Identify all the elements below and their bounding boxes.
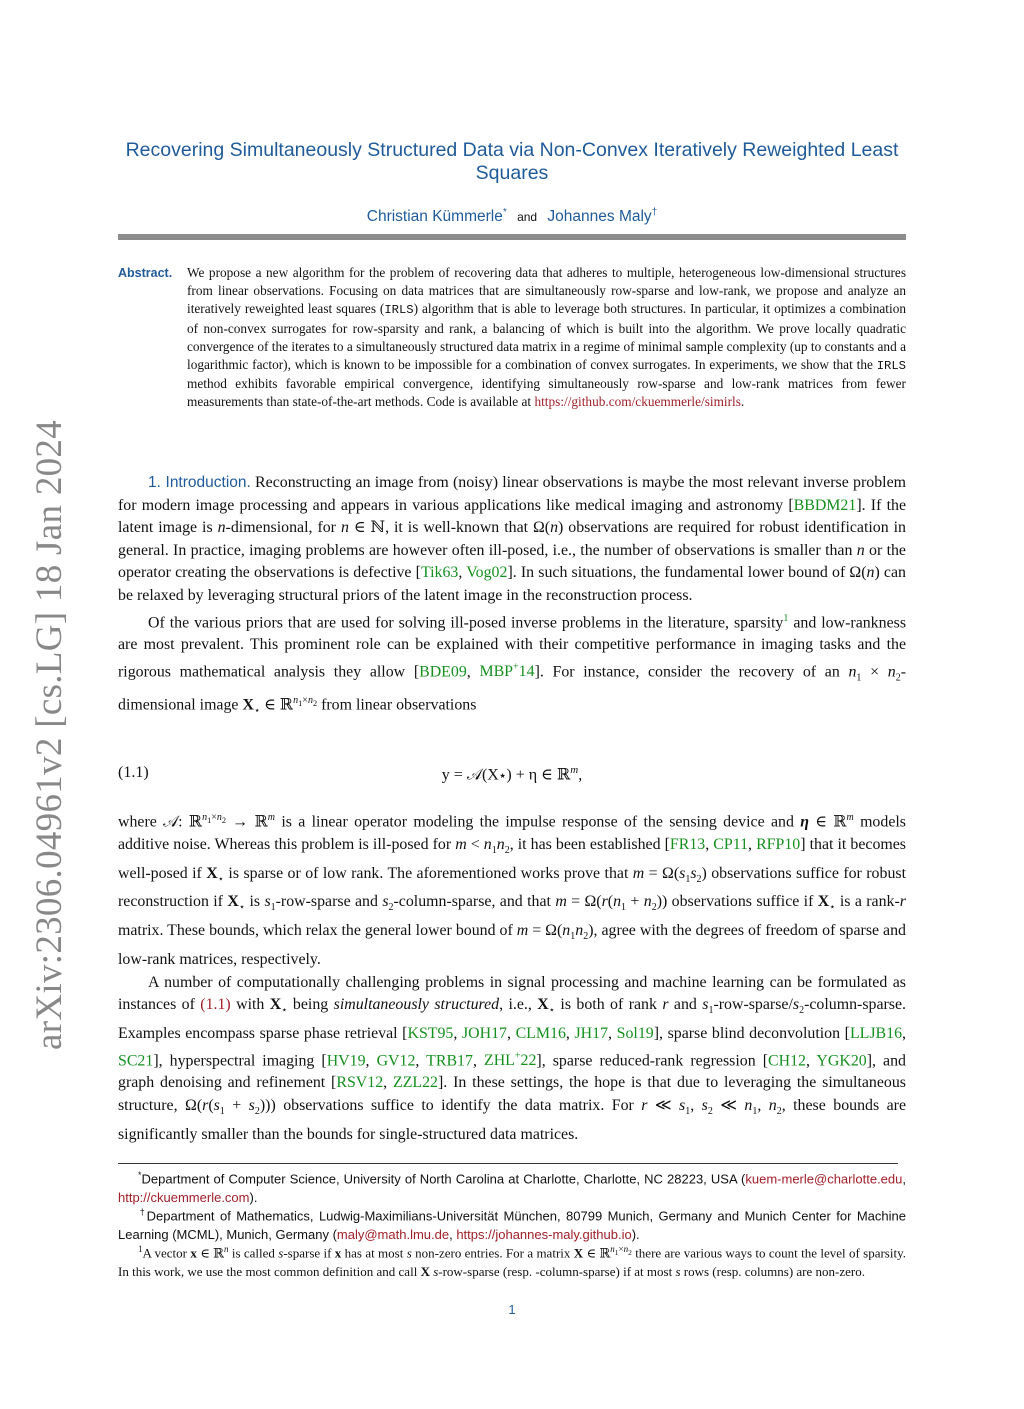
- citation-link[interactable]: JH17: [574, 1024, 609, 1042]
- equation-label: (1.1): [118, 764, 149, 781]
- citation-link[interactable]: ZZL22: [392, 1074, 438, 1092]
- equation-body: y = 𝒜(X⋆) + η ∈ ℝ$^m$,: [441, 764, 583, 784]
- homepage-link[interactable]: https://johannes-maly.github.io: [456, 1226, 632, 1242]
- citation-link[interactable]: BBDM21: [793, 496, 857, 514]
- code-link[interactable]: https://github.com/ckuemmerle/simirls: [534, 394, 741, 410]
- author-2-footnote-mark[interactable]: †: [651, 207, 658, 218]
- citation-link[interactable]: YGK20: [816, 1051, 867, 1069]
- citation-link[interactable]: TRB17: [426, 1051, 473, 1069]
- citation-link[interactable]: ZHL+22: [483, 1050, 537, 1069]
- abstract-text: We propose a new algorithm for the problem of recovering data that adheres to multiple, heterogeneous low-dimensional structures from linear observations. Focusing on data matrices that are simultaneously row-sparse and low-rank, we propose and analyze an iteratively reweighted least squares (IRLS) algorithm that is able to leverage both structures. In particular, it optimizes a combination of non-convex surrogates for row-sparsity and rank, a balancing of which is built into the algorithm. We prove locally quadratic convergence of the iterates to a simultaneously structured data matrix in a regime of minimal sample complexity (up to constants and a logarithmic factor), which is known to be impossible for a combination of convex surrogates. In experiments, we show that the IRLS method exhibits favorable empirical convergence, identifying simultaneously row-sparse and low-rank matrices from fewer measurements than state-of-the-art methods. Code is available at https://github.com/ckuemmerle/simirls.: [187, 265, 906, 410]
- paragraph-3: where 𝒜: ℝ$^{n_1\times n_2}$ → ℝ$^m$ is a linear operator modeling the impulse response of the sensing device and η ∈ ℝ$^m$ models additive noise. Whereas this problem is ill-posed for $m < n_1n_2$, it has been established [FR13, CP11, RFP10] that it becomes well-posed if $X_⋆$ is sparse or of low rank. The aforementioned works prove that $m = \Omega(s_1s_2)$ observations suffice for robust reconstruction if $X_⋆$ is $s_1-row$-sparse and $s_2-column$-sparse, and that $m = \Omega(r(n_1 + n_2))$ observations suffice if $X_⋆$ is a rank-r matrix. These bounds, which relax the general lower bound of $m = \Omega(n_1n_2)$, agree with the degrees of freedom of sparse and low-rank matrices, respectively. A number of computationally challenging problems in signal processing and machine learning can be formulated as instances of (1.1) with $X_⋆$ being simultaneously structured, i.e., $X_⋆$ is both of rank r and $s_1-row-sparse/s_2-column$-sparse. Examples encompass sparse phase retrieval [KST95, JOH17, CLM16, JH17, Sol19], sparse blind deconvolution [LLJB16, SC21], hyperspectral imaging [HV19, GV12, TRB17, ZHL+22], sparse reduced-rank regression [CH12, YGK20], and graph denoising and refinement [RSV12, ZZL22]. In these settings, the hope is that due to leveraging the simultaneous structure, $\Omega(r(s_1 + s_2))$) observations suffice to identify the data matrix. For r ≪ $s_1$, $s_2$ ≪ $n_1$, $n_2$, these bounds are significantly smaller than the bounds for single-structured data matrices.: [118, 812, 907, 1143]
- citation-link[interactable]: LLJB16: [849, 1024, 903, 1042]
- citation-link[interactable]: GV12: [376, 1051, 416, 1069]
- citation-link[interactable]: Tik63: [420, 564, 459, 582]
- citation-link[interactable]: Vog02: [466, 564, 508, 582]
- citation-link[interactable]: FR13: [669, 835, 706, 853]
- author-conjunction: and: [517, 210, 538, 225]
- abstract-label: Abstract.: [118, 266, 173, 280]
- citation-link[interactable]: RFP10: [756, 835, 801, 853]
- citation-link[interactable]: HV19: [326, 1051, 366, 1069]
- intro-paragraph-1: 1. Introduction. Reconstructing an image from (noisy) linear observations is maybe the most relevant inverse problem for modern image processing and appears in various applications like medical imaging and astronomy [BBDM21]. If the latent image is n-dimensional, for n ∈ ℕ, it is well-known that Ω(n) observations are required for robust identification in general. In practice, imaging problems are however often ill-posed, i.e., the number of observations is smaller than n or the operator creating the observations is defective [Tik63, Vog02]. In such situations, the fundamental lower bound of Ω(n) can be relaxed by leveraging structural priors of the latent image in the reconstruction process. Of the various priors that are used for solving ill-posed inverse problems in the literature, sparsity$^1$ and low-rankness are most prevalent. This prominent role can be explained with their competitive performance in imaging tasks and the rigorous mathematical analysis they allow [BDE09, MBP+14]. For instance, consider the recovery of an $n_1$ × $n_2$-dimensional image $X_⋆$ ∈ ℝ$^{n_1\times n_2}$ from linear observations: [118, 474, 907, 717]
- email-link[interactable]: maly@math.lmu.de: [336, 1226, 450, 1242]
- citation-link[interactable]: CP11: [713, 835, 749, 853]
- footnote-1-mark[interactable]: 1: [783, 612, 789, 624]
- footnote-affiliation-2: †Department of Mathematics, Ludwig-Maximilians-Universität München, 80799 Munich, Germany and Munich Center for Machine Learning (MCML), Munich, Germany (maly@math.lmu.de, https://johannes-maly.github.io).: [118, 1207, 906, 1242]
- email-link[interactable]: kuem-merle@charlotte.edu: [745, 1171, 903, 1187]
- citation-link[interactable]: KST95: [407, 1024, 454, 1042]
- citation-link[interactable]: JOH17: [461, 1024, 507, 1042]
- footnote-divider: [118, 1163, 898, 1164]
- author-line: [110, 202, 914, 228]
- equation-1-1: [118, 764, 906, 788]
- page-number: 1: [508, 1302, 516, 1317]
- citation-link[interactable]: BDE09: [419, 663, 467, 681]
- citation-link[interactable]: Sol19: [616, 1024, 654, 1042]
- author-1-footnote-mark[interactable]: *: [502, 207, 507, 218]
- arxiv-identifier: arXiv:2306.04961v2 [cs.LG] 18 Jan 2024: [29, 419, 70, 1050]
- homepage-link[interactable]: http://ckuemmerle.com: [118, 1189, 250, 1205]
- paper-title: Recovering Simultaneously Structured Data via Non-Convex Iteratively Reweighted Least Squares: [125, 139, 899, 184]
- citation-link[interactable]: MBP+14: [479, 662, 535, 681]
- equation-reference-link[interactable]: (1.1): [200, 996, 231, 1014]
- section-heading-introduction: 1. Introduction.: [148, 474, 251, 491]
- citation-link[interactable]: SC21: [118, 1051, 154, 1069]
- footnote-affiliation-1: *Department of Computer Science, University of North Carolina at Charlotte, Charlotte, NC 28223, USA (kuem-merle@charlotte.edu, http://ckuemmerle.com).: [118, 1170, 906, 1205]
- citation-link[interactable]: CH12: [768, 1051, 806, 1069]
- author-1: Christian Kümmerle: [366, 208, 503, 226]
- abstract: [118, 264, 906, 412]
- title-divider: [118, 234, 906, 240]
- citation-link[interactable]: CLM16: [515, 1024, 566, 1042]
- footnote-1: $^1$A vector x ∈ ℝ$^n$ is called s-sparse if x has at most s non-zero entries. For a matrix X ∈ ℝ$^{n_1\times n_2}$ there are various ways to count the level of sparsity. In this work, we use the most common definition and call X s-row-sparse (resp. -column-sparse) if at most s rows (resp. columns) are non-zero.: [118, 1244, 906, 1279]
- citation-link[interactable]: RSV12: [336, 1074, 384, 1092]
- author-2: Johannes Maly: [547, 208, 652, 226]
